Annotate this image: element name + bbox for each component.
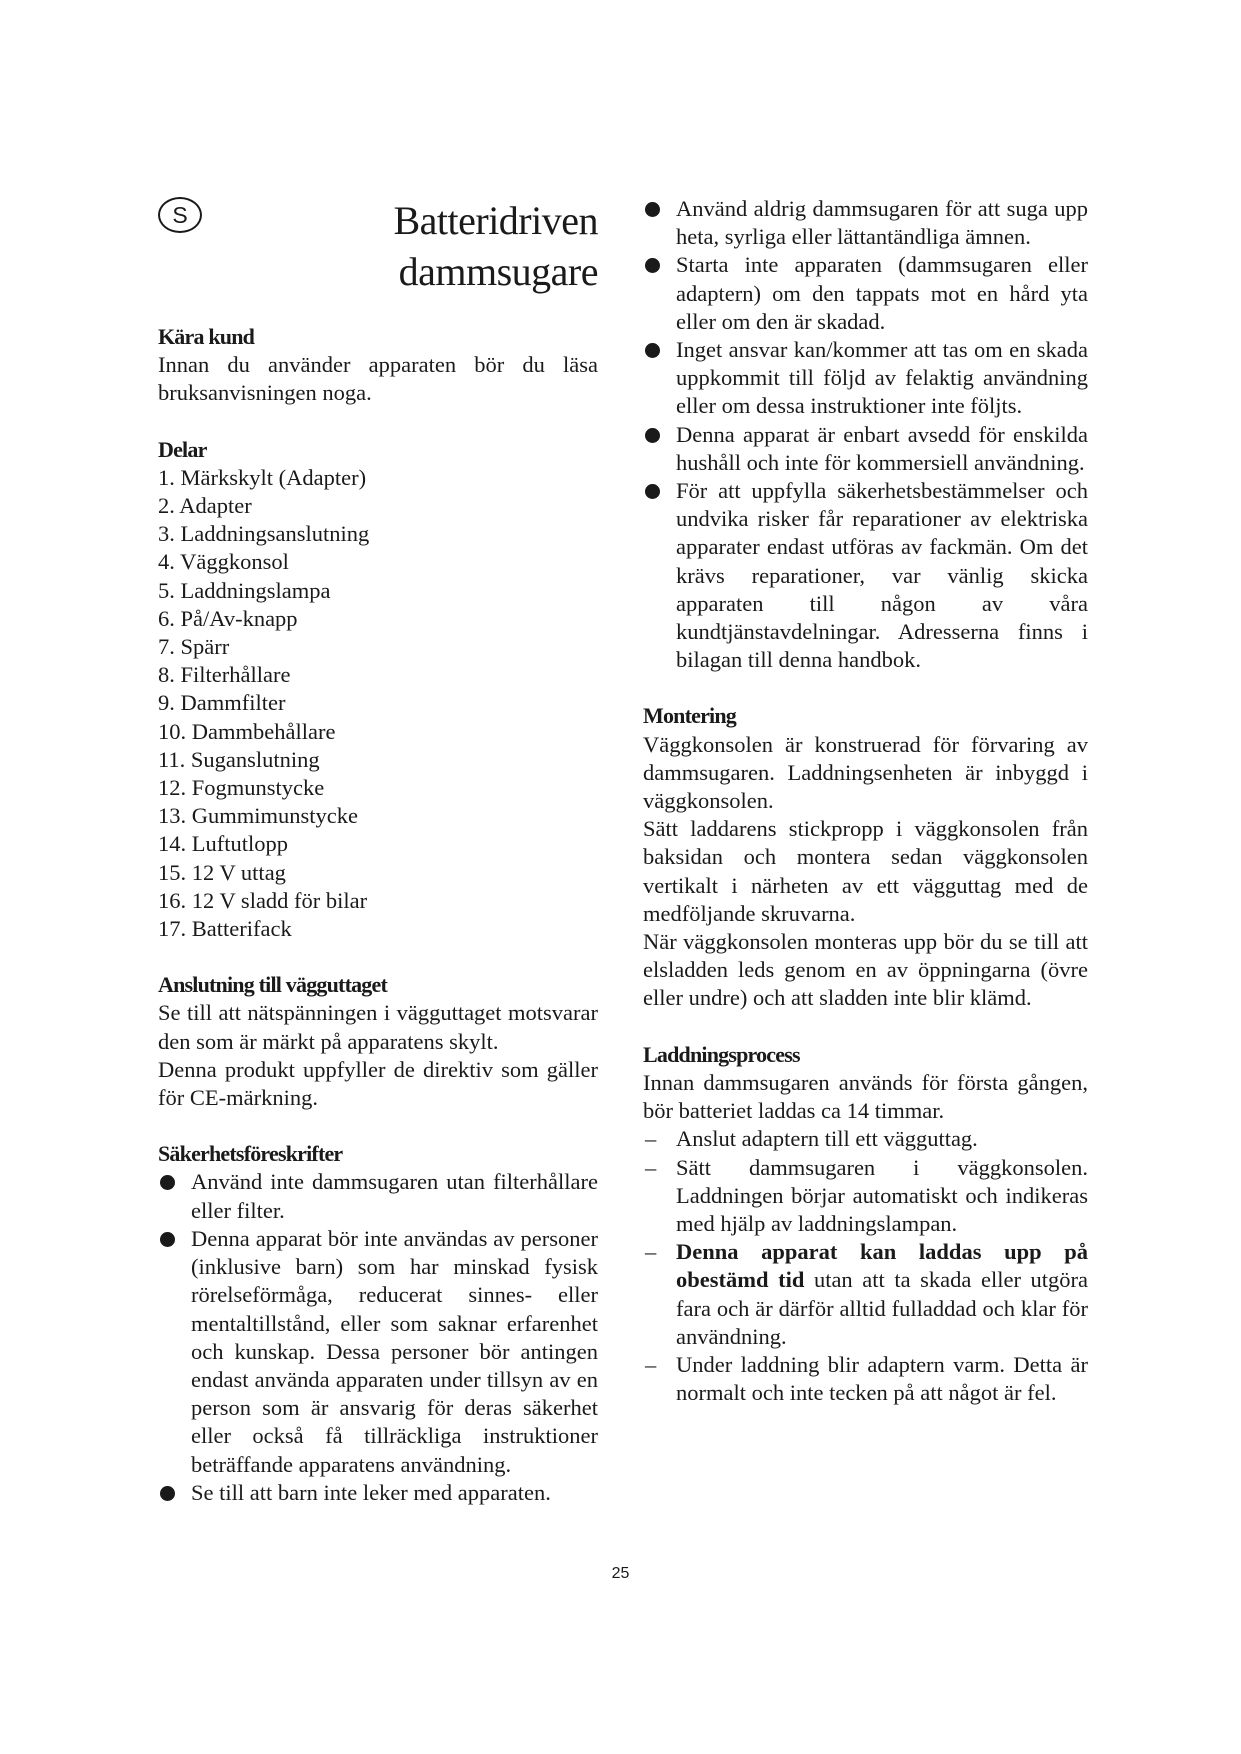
left-column <box>158 195 598 1507</box>
charging-intro: Innan dammsugaren används för första gången, bör batteriet laddas ca 14 timmar. <box>643 1069 1088 1124</box>
list-item: 4. Väggkonsol <box>158 549 289 575</box>
connection-paragraph-2: Denna produkt uppfyller de direktiv som gäller för CE-märkning. <box>158 1056 598 1111</box>
charging-heading: Laddningsprocess <box>643 1041 800 1067</box>
title-line-2: dammsugare <box>398 249 598 294</box>
bullet-icon <box>645 258 660 273</box>
mounting-paragraph-3: När väggkonsolen monteras upp bör du se till att elsladden leds genom en av öppningarna (övre eller undre) och att sladden inte blir klämd. <box>643 929 1088 1011</box>
list-item: 8. Filterhållare <box>158 662 291 688</box>
list-item: 12. Fogmunstycke <box>158 775 325 801</box>
list-item: 17. Batterifack <box>158 916 292 942</box>
list-item: 7. Spärr <box>158 634 230 660</box>
list-item: 14. Luftutlopp <box>158 831 288 857</box>
list-item: – Anslut adaptern till ett vägguttag. <box>643 1125 1088 1153</box>
title-line-1: Batteridriven <box>393 198 598 243</box>
intro-text: Innan du använder apparaten bör du läsa bruksanvisningen noga. <box>158 352 598 406</box>
charging-steps <box>643 1125 1088 1407</box>
list-item: 10. Dammbehållare <box>158 718 336 744</box>
list-item: 6. På/Av-knapp <box>158 605 298 631</box>
dash-marker: – <box>645 1126 657 1152</box>
list-item: 2. Adapter <box>158 493 252 519</box>
language-badge: S <box>158 197 202 233</box>
parts-heading: Delar <box>158 436 207 462</box>
safety-heading: Säkerhetsföreskrifter <box>158 1141 343 1167</box>
mounting-paragraph-1: Väggkonsolen är konstruerad för förvaring av dammsugaren. Laddningsenheten är inbyggd i väggkonsolen. <box>643 731 1088 814</box>
dash-marker: – <box>645 1351 657 1377</box>
safety-list-right <box>643 195 1088 674</box>
bullet-icon <box>645 202 660 217</box>
list-item: 1. Märkskylt (Adapter) <box>158 464 367 490</box>
bullet-icon <box>160 1486 175 1501</box>
list-item: 16. 12 V sladd för bilar <box>158 887 368 913</box>
list-item: 5. Laddningslampa <box>158 577 331 603</box>
bullet-icon <box>645 484 660 499</box>
bullet-icon <box>645 343 660 358</box>
mounting-paragraph-2: Sätt laddarens stickpropp i väggkonsolen från baksidan och montera sedan väggkonsolen vertikalt i närheten av ett vägguttag med de medföljande skruvarna. <box>643 816 1088 926</box>
list-item: För att uppfylla säkerhetsbestämmelser och undvika risker får reparationer av elektriska apparater endast utföras av fackmän. Om det krävs reparationer, var vänlig skicka apparaten till någon av våra kundtjänstavdelningar. Adresserna finns i bilagan till denna handbok. <box>643 477 1088 674</box>
dash-marker: – <box>645 1239 657 1265</box>
connection-paragraph-1: Se till att nätspänningen i vägguttaget motsvarar den som är märkt på apparatens skylt. <box>158 1000 598 1054</box>
connection-heading: Anslutning till vägguttaget <box>158 972 387 998</box>
list-item: – Under laddning blir adaptern varm. Detta är normalt och inte tecken på att något är fel. <box>645 1351 1088 1406</box>
list-item: 11. Suganslutning <box>158 746 320 772</box>
dash-marker: – <box>645 1154 657 1180</box>
mounting-heading: Montering <box>643 703 737 729</box>
page-title <box>158 195 598 297</box>
safety-list-left <box>158 1168 598 1506</box>
list-item: Denna apparat är enbart avsedd för enskilda hushåll och inte för kommersiell användning. <box>643 421 1088 477</box>
list-item: Se till att barn inte leker med apparaten. <box>158 1479 598 1507</box>
list-item: – Denna apparat kan laddas upp på obestämd tid utan att ta skada eller utgöra fara och är därför alltid fulladdad och klar för användning. <box>645 1239 1088 1349</box>
list-item: Inget ansvar kan/kommer att tas om en skada uppkommit till följd av felaktig användning eller om dessa instruktioner inte följts. <box>643 336 1088 421</box>
right-column <box>643 195 1088 1407</box>
emphasis-text: Denna apparat kan laddas upp på obestämd tid <box>676 1239 1088 1293</box>
list-item: Använd inte dammsugaren utan filterhållare eller filter. <box>158 1168 598 1224</box>
list-item: 13. Gummimunstycke <box>158 803 358 829</box>
list-item: Starta inte apparaten (dammsugaren eller adaptern) om den tappats mot en hård yta eller om den är skadad. <box>643 251 1088 336</box>
parts-list <box>158 464 598 943</box>
list-item: – Sätt dammsugaren i väggkonsolen. Laddningen börjar automatiskt och indikeras med hjälp av laddningslampan. <box>645 1154 1088 1236</box>
bullet-icon <box>160 1175 175 1190</box>
list-item: Denna apparat bör inte användas av personer (inklusive barn) som har minskad fysisk rörelseförmåga, reducerat sinnes- eller mentaltillstånd, eller som saknar erfarenhet och kunskap. Dessa personer bör antingen endast använda apparaten under tillsyn av en person som är ansvarig för deras säkerhet eller också få tillräckliga instruktioner beträffande apparatens användning. <box>158 1225 598 1479</box>
list-item: Använd aldrig dammsugaren för att suga upp heta, syrliga eller lättantändliga ämnen. <box>643 195 1088 251</box>
page-number: 25 <box>611 1565 630 1582</box>
list-item: 3. Laddningsanslutning <box>158 521 370 547</box>
bullet-icon <box>160 1232 175 1247</box>
bullet-icon <box>645 428 660 443</box>
list-item: 9. Dammfilter <box>158 690 286 716</box>
intro-heading: Kära kund <box>158 324 255 349</box>
list-item: 15. 12 V uttag <box>158 859 286 885</box>
